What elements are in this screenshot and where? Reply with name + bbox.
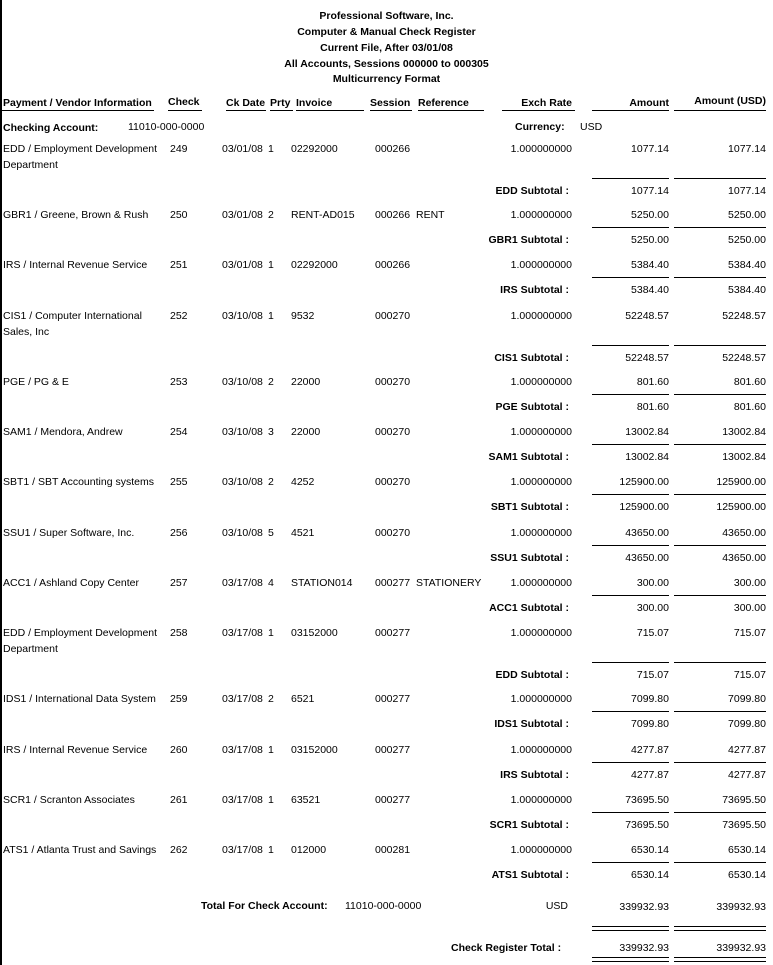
currency-code: USD	[580, 121, 603, 133]
amount: 125900.00	[619, 476, 669, 488]
col-vendor: Payment / Vendor Information	[3, 97, 152, 109]
subtotal-amount: 52248.57	[625, 352, 669, 364]
amount: 300.00	[636, 577, 669, 589]
check-date: 03/10/08	[222, 310, 263, 322]
check-number: 262	[170, 844, 188, 856]
subtotal-label: ACC1 Subtotal :	[489, 602, 569, 614]
subtotal-amount: 13002.84	[625, 451, 669, 463]
subtotal-rule	[674, 662, 766, 663]
amount-usd: 4277.87	[728, 744, 766, 756]
session-number: 000270	[375, 376, 411, 388]
amount: 7099.80	[631, 693, 669, 705]
check-date: 03/01/08	[222, 209, 263, 221]
subtotal-rule	[674, 345, 766, 346]
account-number: 11010-000-0000	[128, 121, 205, 133]
amount-usd: 7099.80	[728, 693, 766, 705]
check-number: 261	[170, 794, 188, 806]
subtotal-usd: 7099.80	[728, 718, 766, 730]
col-invoice: Invoice	[296, 97, 333, 109]
priority: 1	[268, 794, 274, 806]
priority: 3	[268, 426, 274, 438]
subtotal-label: EDD Subtotal :	[495, 185, 569, 197]
subtotal-rule	[674, 595, 766, 596]
amount: 73695.50	[625, 794, 669, 806]
subtotal-amount: 7099.80	[631, 718, 669, 730]
subtotal-amount: 1077.14	[631, 185, 669, 197]
report-range: All Accounts, Sessions 000000 to 000305	[284, 58, 489, 70]
vendor-info: ATS1 / Atlanta Trust and Savings	[3, 844, 157, 856]
col-amount-usd: Amount (USD)	[694, 95, 766, 107]
vendor-info: CIS1 / Computer International Sales, Inc	[3, 310, 142, 338]
invoice-number: 63521	[291, 794, 321, 806]
total-rule	[592, 930, 669, 931]
total-rule	[674, 926, 766, 927]
priority: 2	[268, 476, 274, 488]
amount-usd: 1077.14	[728, 143, 766, 155]
vendor-info: IRS / Internal Revenue Service	[3, 259, 148, 271]
amount: 1077.14	[631, 143, 669, 155]
check-number: 260	[170, 744, 188, 756]
check-date: 03/01/08	[222, 143, 263, 155]
col-underline	[226, 110, 266, 111]
check-number: 254	[170, 426, 188, 438]
amount-usd: 125900.00	[716, 476, 766, 488]
report-format: Multicurrency Format	[332, 73, 441, 85]
total-rule	[592, 926, 669, 927]
subtotal-rule	[592, 862, 669, 863]
subtotal-amount: 5384.40	[631, 284, 669, 296]
invoice-number: 9532	[291, 310, 315, 322]
amount-usd: 6530.14	[728, 844, 766, 856]
invoice-number: 02292000	[291, 259, 338, 271]
invoice-number: 4252	[291, 476, 315, 488]
session-number: 000266	[375, 209, 411, 221]
check-date: 03/10/08	[222, 527, 263, 539]
invoice-number: RENT-AD015	[291, 209, 355, 221]
col-underline	[418, 110, 484, 111]
amount-usd: 73695.50	[722, 794, 766, 806]
check-date: 03/17/08	[222, 744, 263, 756]
vendor-info: SSU1 / Super Software, Inc.	[3, 527, 135, 539]
exchange-rate: 1.000000000	[510, 744, 572, 756]
subtotal-rule	[674, 711, 766, 712]
session-number: 000270	[375, 527, 411, 539]
check-date: 03/10/08	[222, 376, 263, 388]
subtotal-rule	[592, 595, 669, 596]
subtotal-label: IRS Subtotal :	[500, 769, 569, 781]
subtotal-rule	[592, 227, 669, 228]
subtotal-rule	[592, 277, 669, 278]
session-number: 000277	[375, 794, 411, 806]
subtotal-label: SCR1 Subtotal :	[489, 819, 569, 831]
amount: 6530.14	[631, 844, 669, 856]
check-number: 252	[170, 310, 188, 322]
col-underline	[674, 110, 766, 111]
subtotal-label: IDS1 Subtotal :	[494, 718, 569, 730]
check-date: 03/01/08	[222, 259, 263, 271]
subtotal-rule	[674, 545, 766, 546]
subtotal-rule	[674, 227, 766, 228]
priority: 2	[268, 209, 274, 221]
vendor-info: SBT1 / SBT Accounting systems	[3, 476, 154, 488]
col-underline	[168, 110, 202, 111]
invoice-number: 22000	[291, 376, 321, 388]
subtotal-rule	[592, 494, 669, 495]
total-rule	[592, 957, 669, 958]
subtotal-usd: 4277.87	[728, 769, 766, 781]
amount-usd: 5384.40	[728, 259, 766, 271]
amount-usd: 52248.57	[722, 310, 766, 322]
session-number: 000277	[375, 627, 411, 639]
subtotal-rule	[674, 762, 766, 763]
subtotal-amount: 5250.00	[631, 234, 669, 246]
priority: 1	[268, 259, 274, 271]
total-rule	[674, 957, 766, 958]
subtotal-rule	[592, 762, 669, 763]
account-total-currency: USD	[545, 900, 568, 912]
vendor-info: EDD / Employment Development Department	[3, 627, 158, 655]
invoice-number: 22000	[291, 426, 321, 438]
exchange-rate: 1.000000000	[510, 259, 572, 271]
col-amount: Amount	[629, 97, 669, 109]
subtotal-amount: 801.60	[636, 401, 669, 413]
amount-usd: 43650.00	[722, 527, 766, 539]
vendor-info: IRS / Internal Revenue Service	[3, 744, 148, 756]
exchange-rate: 1.000000000	[510, 476, 572, 488]
subtotal-amount: 43650.00	[625, 552, 669, 564]
reference: RENT	[416, 209, 445, 221]
total-rule	[592, 961, 669, 962]
subtotal-rule	[592, 662, 669, 663]
col-check: Check	[168, 96, 200, 108]
report-title: Computer & Manual Check Register	[297, 26, 476, 38]
subtotal-amount: 300.00	[636, 602, 669, 614]
account-total-label: Total For Check Account:	[201, 900, 328, 912]
account-total-number: 11010-000-0000	[345, 900, 422, 912]
session-number: 000266	[375, 259, 411, 271]
exchange-rate: 1.000000000	[510, 577, 572, 589]
subtotal-usd: 125900.00	[716, 501, 766, 513]
register-total-label: Check Register Total :	[451, 942, 562, 954]
subtotal-label: PGE Subtotal :	[495, 401, 569, 413]
exchange-rate: 1.000000000	[510, 627, 572, 639]
vendor-info: GBR1 / Greene, Brown & Rush	[3, 209, 149, 221]
col-underline	[2, 110, 154, 111]
col-session: Session	[370, 97, 411, 109]
session-number: 000277	[375, 744, 411, 756]
exchange-rate: 1.000000000	[510, 376, 572, 388]
check-date: 03/17/08	[222, 794, 263, 806]
subtotal-amount: 73695.50	[625, 819, 669, 831]
subtotal-usd: 6530.14	[728, 869, 766, 881]
subtotal-label: SAM1 Subtotal :	[488, 451, 569, 463]
col-ckdate: Ck Date	[226, 97, 266, 109]
amount-usd: 801.60	[733, 376, 766, 388]
session-number: 000270	[375, 476, 411, 488]
subtotal-usd: 73695.50	[722, 819, 766, 831]
session-number: 000270	[375, 426, 411, 438]
subtotal-usd: 43650.00	[722, 552, 766, 564]
company-name: Professional Software, Inc.	[319, 10, 454, 22]
currency-label: Currency:	[515, 121, 565, 133]
session-number: 000270	[375, 310, 411, 322]
subtotal-usd: 300.00	[733, 602, 766, 614]
session-number: 000266	[375, 143, 411, 155]
subtotal-usd: 5384.40	[728, 284, 766, 296]
priority: 5	[268, 527, 274, 539]
subtotal-rule	[592, 545, 669, 546]
check-number: 258	[170, 627, 188, 639]
exchange-rate: 1.000000000	[510, 794, 572, 806]
total-rule	[674, 930, 766, 931]
vendor-info: ACC1 / Ashland Copy Center	[3, 577, 139, 589]
amount: 715.07	[636, 627, 669, 639]
subtotal-rule	[592, 711, 669, 712]
subtotal-rule	[674, 494, 766, 495]
subtotal-usd: 52248.57	[722, 352, 766, 364]
invoice-number: STATION014	[291, 577, 353, 589]
amount: 5250.00	[631, 209, 669, 221]
invoice-number: 03152000	[291, 627, 338, 639]
subtotal-rule	[592, 444, 669, 445]
col-underline	[270, 110, 293, 111]
check-number: 249	[170, 143, 188, 155]
subtotal-label: SBT1 Subtotal :	[490, 501, 569, 513]
amount: 13002.84	[625, 426, 669, 438]
account-label: Checking Account:	[3, 122, 99, 134]
subtotal-rule	[592, 394, 669, 395]
vendor-info: SAM1 / Mendora, Andrew	[3, 426, 123, 438]
amount: 5384.40	[631, 259, 669, 271]
priority: 1	[268, 627, 274, 639]
exchange-rate: 1.000000000	[510, 693, 572, 705]
subtotal-rule	[674, 862, 766, 863]
subtotal-usd: 13002.84	[722, 451, 766, 463]
session-number: 000277	[375, 693, 411, 705]
subtotal-rule	[592, 345, 669, 346]
invoice-number: 6521	[291, 693, 315, 705]
col-prty: Prty	[270, 97, 291, 109]
register-total-usd: 339932.93	[716, 942, 766, 954]
invoice-number: 02292000	[291, 143, 338, 155]
subtotal-rule	[674, 178, 766, 179]
subtotal-usd: 5250.00	[728, 234, 766, 246]
vendor-info: EDD / Employment Development Department	[3, 143, 158, 171]
subtotal-rule	[674, 812, 766, 813]
check-date: 03/17/08	[222, 627, 263, 639]
invoice-number: 4521	[291, 527, 315, 539]
col-underline	[370, 110, 412, 111]
exchange-rate: 1.000000000	[510, 844, 572, 856]
session-number: 000281	[375, 844, 411, 856]
check-date: 03/17/08	[222, 844, 263, 856]
register-total-amount: 339932.93	[619, 942, 669, 954]
check-number: 255	[170, 476, 188, 488]
exchange-rate: 1.000000000	[510, 143, 572, 155]
subtotal-rule	[592, 178, 669, 179]
exchange-rate: 1.000000000	[510, 527, 572, 539]
account-total-usd: 339932.93	[716, 901, 766, 913]
subtotal-rule	[674, 444, 766, 445]
priority: 1	[268, 844, 274, 856]
col-reference: Reference	[418, 97, 469, 109]
amount: 801.60	[636, 376, 669, 388]
exchange-rate: 1.000000000	[510, 209, 572, 221]
priority: 1	[268, 143, 274, 155]
check-number: 253	[170, 376, 188, 388]
subtotal-amount: 4277.87	[631, 769, 669, 781]
col-exch-rate: Exch Rate	[521, 97, 572, 109]
amount: 52248.57	[625, 310, 669, 322]
subtotal-label: ATS1 Subtotal :	[491, 869, 569, 881]
report-file: Current File, After 03/01/08	[320, 42, 453, 54]
amount: 43650.00	[625, 527, 669, 539]
page-left-border	[0, 0, 2, 965]
col-underline	[592, 110, 669, 111]
subtotal-rule	[674, 277, 766, 278]
check-number: 251	[170, 259, 188, 271]
vendor-info: IDS1 / International Data System	[3, 693, 156, 705]
vendor-info: PGE / PG & E	[3, 376, 69, 388]
check-date: 03/10/08	[222, 476, 263, 488]
priority: 4	[268, 577, 274, 589]
priority: 1	[268, 744, 274, 756]
invoice-number: 03152000	[291, 744, 338, 756]
subtotal-label: CIS1 Subtotal :	[494, 352, 569, 364]
amount-usd: 5250.00	[728, 209, 766, 221]
check-number: 257	[170, 577, 188, 589]
col-underline	[502, 110, 575, 111]
exchange-rate: 1.000000000	[510, 310, 572, 322]
subtotal-usd: 715.07	[733, 669, 766, 681]
amount-usd: 300.00	[733, 577, 766, 589]
session-number: 000277	[375, 577, 411, 589]
subtotal-amount: 6530.14	[631, 869, 669, 881]
check-date: 03/10/08	[222, 426, 263, 438]
priority: 1	[268, 310, 274, 322]
check-number: 256	[170, 527, 188, 539]
check-date: 03/17/08	[222, 693, 263, 705]
priority: 2	[268, 376, 274, 388]
subtotal-label: GBR1 Subtotal :	[488, 234, 569, 246]
exchange-rate: 1.000000000	[510, 426, 572, 438]
priority: 2	[268, 693, 274, 705]
subtotal-label: SSU1 Subtotal :	[490, 552, 569, 564]
subtotal-usd: 801.60	[733, 401, 766, 413]
vendor-info: SCR1 / Scranton Associates	[3, 794, 135, 806]
reference: STATIONERY	[416, 577, 482, 589]
subtotal-label: EDD Subtotal :	[495, 669, 569, 681]
amount-usd: 715.07	[733, 627, 766, 639]
subtotal-amount: 125900.00	[619, 501, 669, 513]
amount: 4277.87	[631, 744, 669, 756]
amount-usd: 13002.84	[722, 426, 766, 438]
check-number: 250	[170, 209, 188, 221]
subtotal-amount: 715.07	[636, 669, 669, 681]
total-rule	[674, 961, 766, 962]
check-number: 259	[170, 693, 188, 705]
check-date: 03/17/08	[222, 577, 263, 589]
account-total-amount: 339932.93	[619, 901, 669, 913]
invoice-number: 012000	[291, 844, 327, 856]
subtotal-rule	[674, 394, 766, 395]
subtotal-label: IRS Subtotal :	[500, 284, 569, 296]
subtotal-rule	[592, 812, 669, 813]
col-underline	[296, 110, 364, 111]
subtotal-usd: 1077.14	[728, 185, 766, 197]
